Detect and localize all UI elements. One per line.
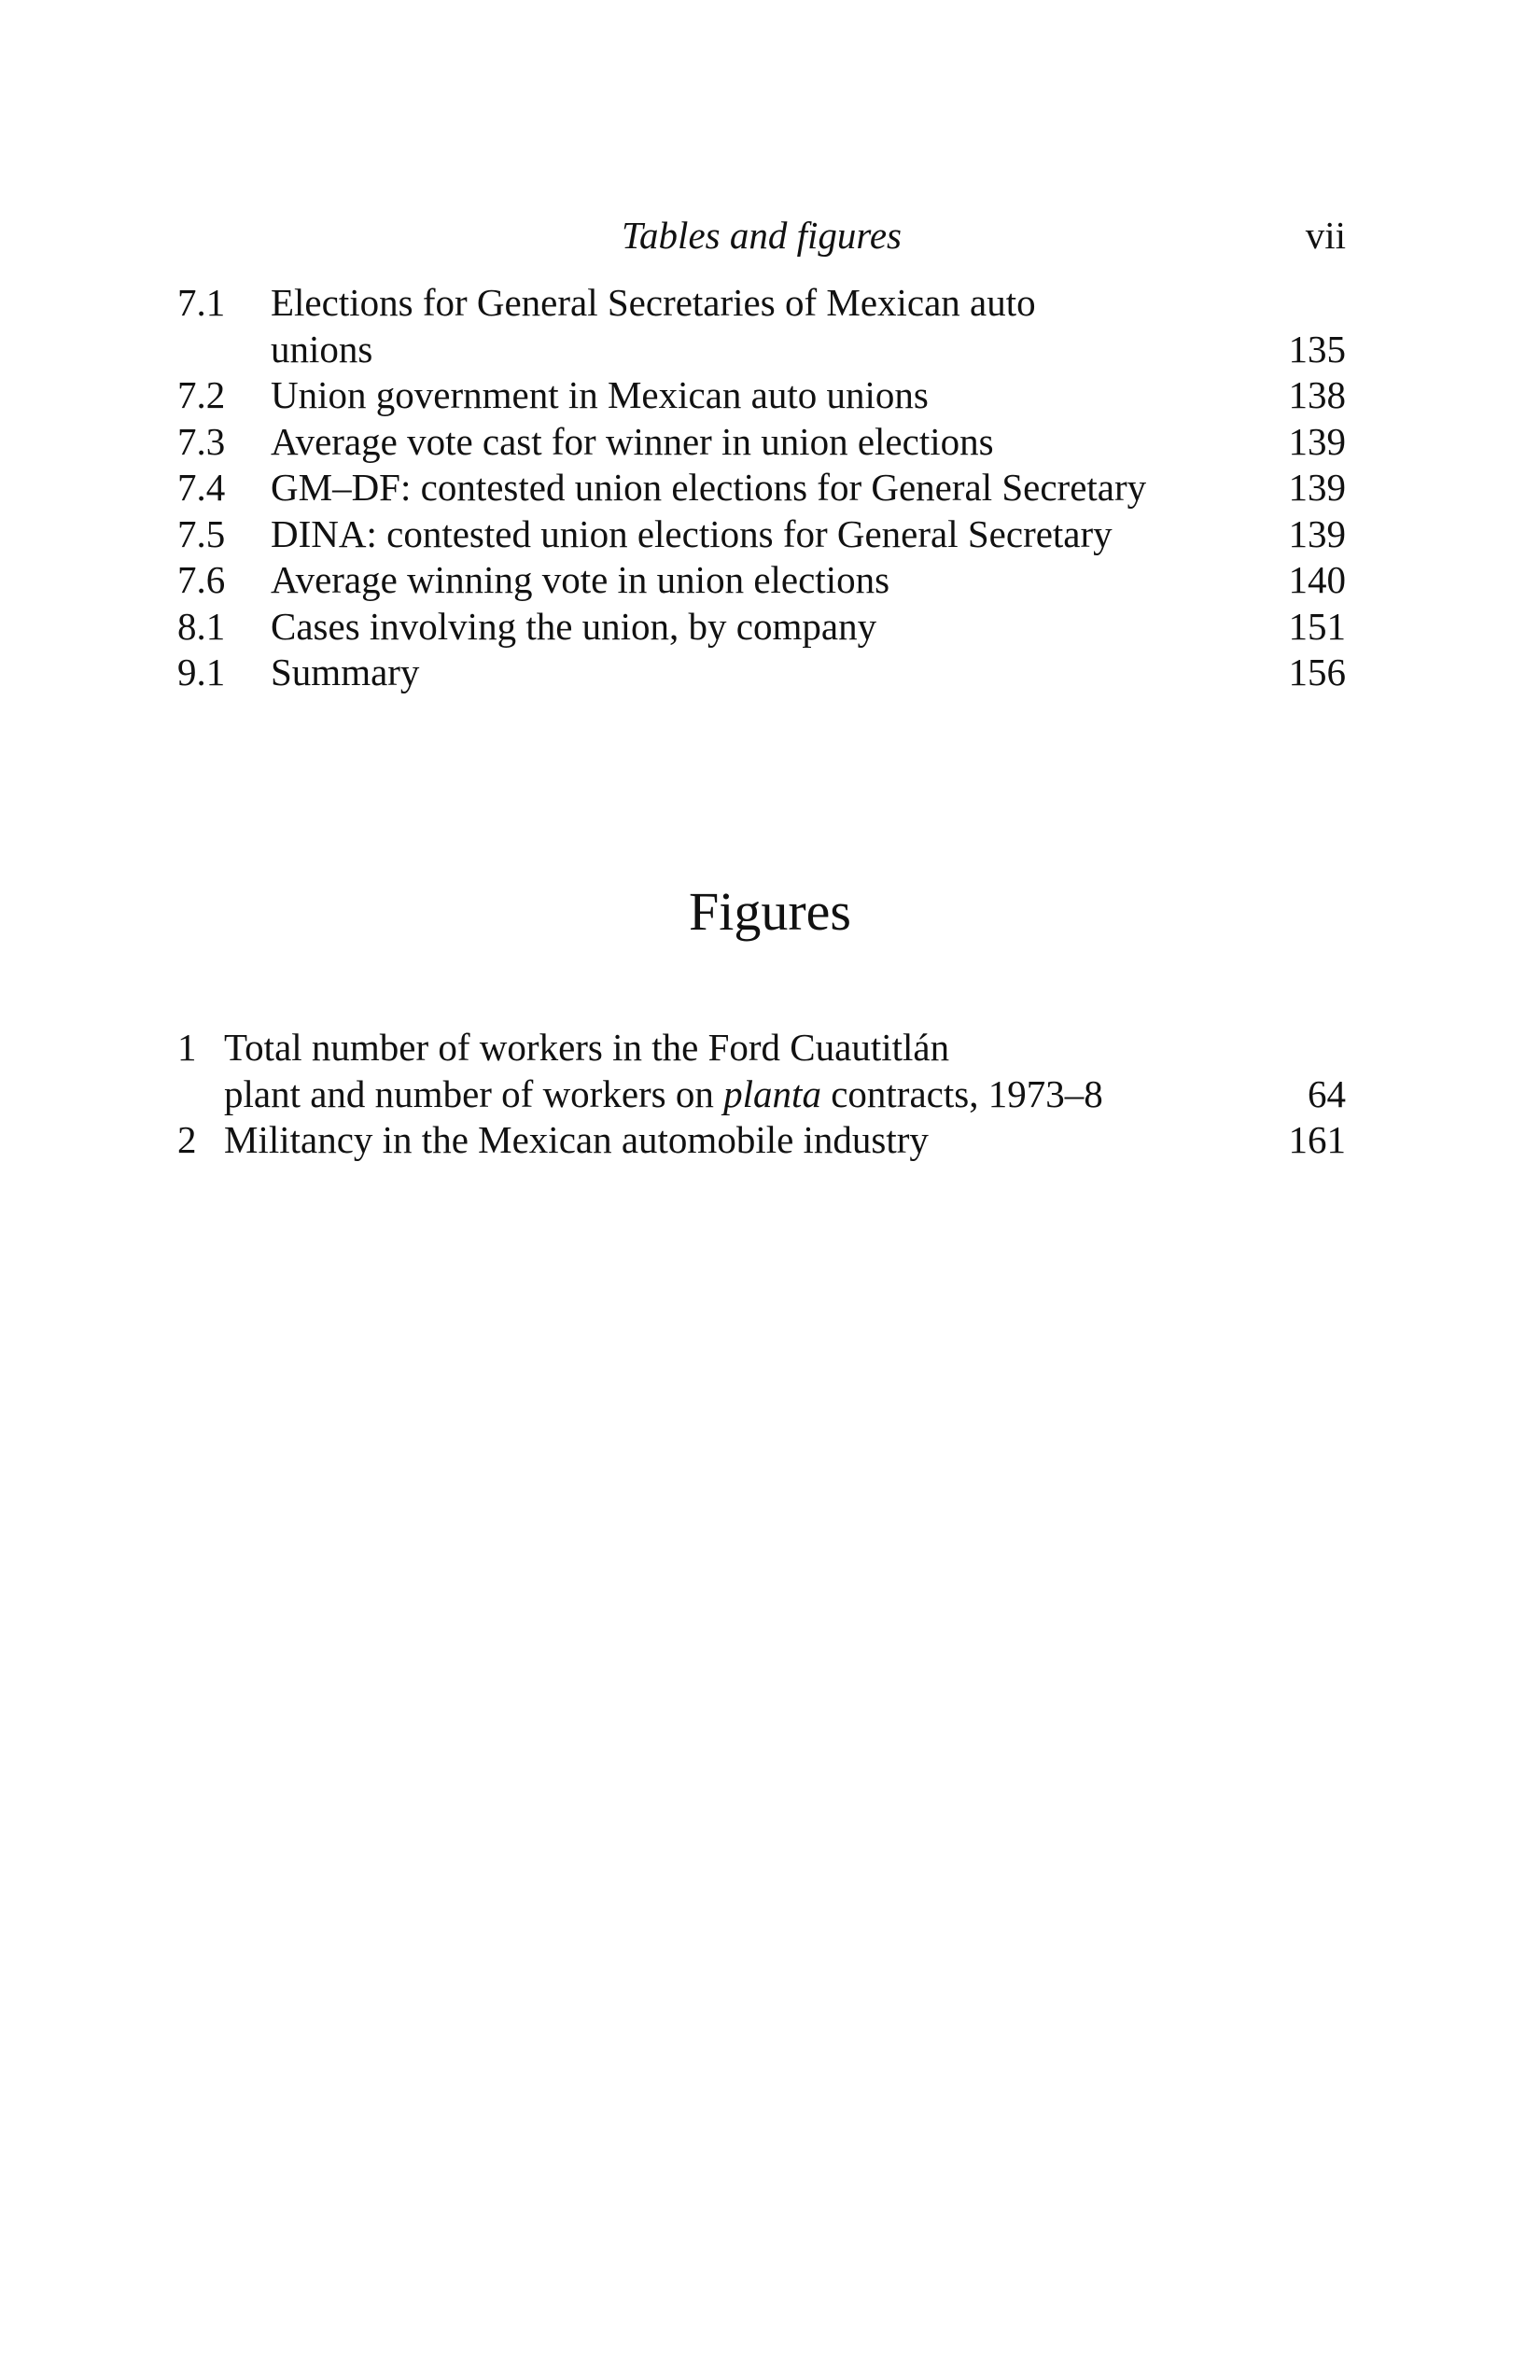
table-title: GM–DF: contested union elections for General Secretary [271, 466, 1147, 509]
figure-title: Militancy in the Mexican automobile industry [224, 1118, 929, 1161]
figure-page: 64 [1308, 1071, 1346, 1115]
table-number: 9.1 [177, 651, 226, 693]
figure-title [177, 1025, 1346, 1117]
table-page: 139 [1288, 419, 1346, 463]
figure-number: 2 [177, 1118, 197, 1161]
running-title: Tables and figures [622, 214, 902, 257]
table-title: DINA: contested union elections for General Secretary [271, 511, 1113, 555]
table-entry [177, 372, 1346, 419]
table-number: 7.3 [177, 419, 226, 463]
table-entry [177, 604, 1346, 651]
table-number: 7.5 [177, 511, 226, 555]
figure-title-line: Total number of workers in the Ford Cuautitlán [224, 1026, 950, 1069]
table-page: 156 [1288, 651, 1346, 693]
table-entry [177, 650, 1346, 696]
table-number: 7.1 [177, 281, 226, 324]
figures-list [177, 1025, 1346, 1164]
figure-number: 1 [177, 1026, 197, 1069]
table-entry [177, 280, 1346, 372]
table-page: 140 [1288, 558, 1346, 601]
table-page: 135 [1288, 327, 1346, 371]
table-title: Union government in Mexican auto unions [271, 373, 929, 416]
figure-page: 161 [1288, 1118, 1346, 1161]
tables-list [177, 280, 1346, 696]
table-title: Average vote cast for winner in union elections [271, 419, 994, 463]
table-page: 139 [1288, 466, 1346, 509]
running-head [177, 207, 1346, 263]
table-entry [177, 465, 1346, 511]
table-title [177, 280, 1346, 372]
table-title-line: Elections for General Secretaries of Mexican auto [271, 281, 1036, 324]
table-number: 7.2 [177, 373, 226, 416]
table-entry [177, 419, 1346, 466]
table-page: 139 [1288, 511, 1346, 555]
table-title-line: unions [271, 327, 373, 371]
table-title: Summary [271, 651, 420, 693]
table-number: 8.1 [177, 604, 226, 648]
table-page: 151 [1288, 604, 1346, 648]
figures-heading: Figures [689, 881, 851, 942]
table-entry [177, 511, 1346, 558]
table-number: 7.6 [177, 558, 226, 601]
table-title: Average winning vote in union elections [271, 558, 890, 601]
table-page: 138 [1288, 373, 1346, 416]
figure-title-segment: plant and number of workers on [224, 1071, 724, 1115]
figure-entry [177, 1117, 1346, 1164]
figure-title-segment: contracts, 1973–8 [820, 1071, 1103, 1115]
table-entry [177, 557, 1346, 604]
page-number: vii [1305, 214, 1346, 257]
table-number: 7.4 [177, 466, 226, 509]
table-title: Cases involving the union, by company [271, 604, 877, 648]
figure-entry [177, 1025, 1346, 1117]
figure-title-italic: planta [723, 1071, 821, 1115]
